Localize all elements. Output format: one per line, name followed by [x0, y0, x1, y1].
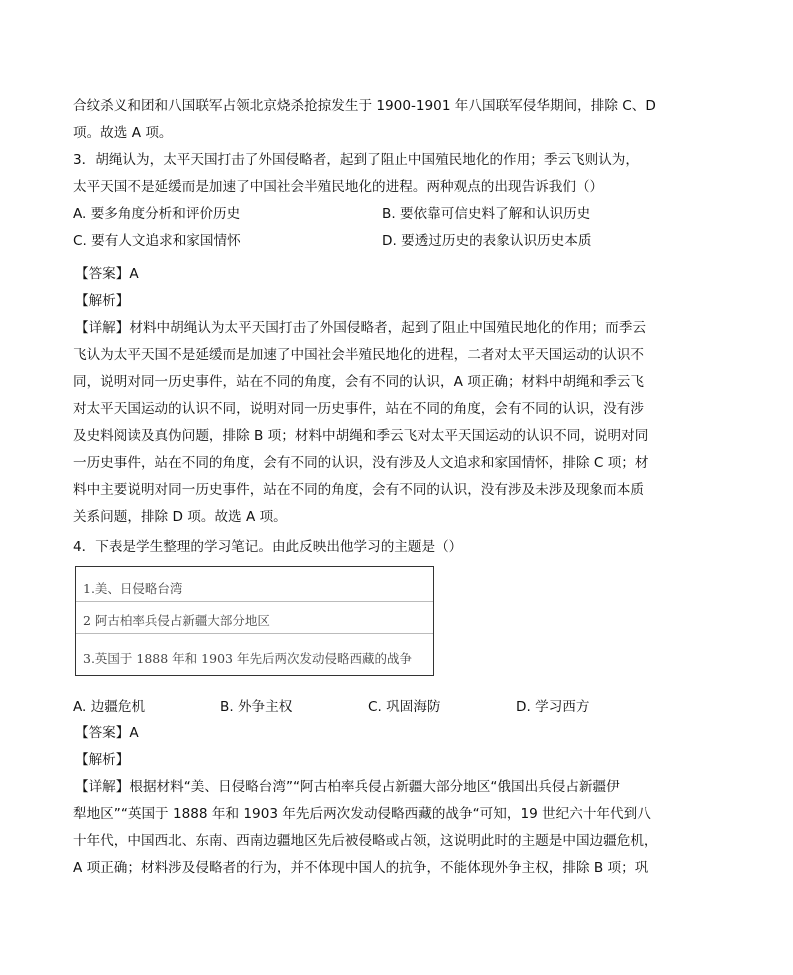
q3-detail-line: 飞认为太平天国不是延缓而是加速了中国社会半殖民地化的进程，二者对太平天国运动的认识不 — [73, 347, 644, 363]
q4-option-a: A. 边疆危机 — [73, 699, 146, 715]
question-4-stem: 4．下表是学生整理的学习笔记。由此反映出他学习的主题是（） — [73, 539, 463, 555]
q4-option-c: C. 巩固海防 — [368, 699, 441, 715]
q3-option-a: A. 要多角度分析和评价历史 — [73, 206, 241, 222]
table-row: 3.英国于 1888 年和 1903 年先后两次发动侵略西藏的战争 — [83, 651, 412, 666]
q4-answer: 【答案】A — [75, 725, 139, 741]
table-row: 2 阿古柏率兵侵占新疆大部分地区 — [83, 613, 270, 628]
q3-analysis-label: 【解析】 — [75, 293, 130, 309]
q4-option-b: B. 外争主权 — [220, 699, 293, 715]
q3-detail-line: 一历史事件，站在不同的角度，会有不同的认识，没有涉及人文追求和家国情怀，排除 C 项；材 — [73, 455, 649, 471]
q3-answer: 【答案】A — [75, 266, 139, 282]
table-divider — [76, 633, 433, 634]
q3-detail-line: 【详解】材料中胡绳认为太平天国打击了外国侵略者，起到了阻止中国殖民地化的作用；而季云 — [75, 320, 646, 336]
question-3-stem-cont: 太平天国不是延缓而是加速了中国社会半殖民地化的进程。两种观点的出现告诉我们（） — [73, 179, 604, 195]
q4-analysis-label: 【解析】 — [75, 752, 130, 768]
text-line: 项。故选 A 项。 — [73, 125, 173, 141]
q3-option-d: D. 要透过历史的表象认识历史本质 — [382, 233, 592, 249]
study-notes-table — [75, 566, 434, 676]
q3-detail-line: 关系问题，排除 D 项。故选 A 项。 — [73, 509, 287, 525]
q3-detail-line: 对太平天国运动的认识不同，说明对同一历史事件，站在不同的角度，会有不同的认识，没有涉 — [73, 401, 644, 417]
table-divider — [76, 601, 433, 602]
q4-detail-line: 【详解】根据材料“美、日侵略台湾”“阿古柏率兵侵占新疆大部分地区“俄国出兵侵占新疆伊 — [75, 779, 620, 795]
q3-detail-line: 料中主要说明对同一历史事件，站在不同的角度，会有不同的认识，没有涉及未涉及现象而本质 — [73, 482, 644, 498]
q4-detail-line: A 项正确；材料涉及侵略者的行为，并不体现中国人的抗争，不能体现外争主权，排除 B 项；巩 — [73, 860, 649, 876]
table-row: 1.美、日侵略台湾 — [83, 581, 183, 596]
q3-detail-line: 同，说明对同一历史事件，站在不同的角度，会有不同的认识，A 项正确；材料中胡绳和季云飞 — [73, 374, 644, 390]
q4-detail-line: 犁地区”“英国于 1888 年和 1903 年先后两次发动侵略西藏的战争“可知，19 世纪六十年代到八 — [73, 806, 651, 822]
q3-option-c: C. 要有人文追求和家国情怀 — [73, 233, 241, 249]
q3-detail-line: 及史料阅读及真伪问题，排除 B 项；材料中胡绳和季云飞对太平天国运动的认识不同，说明对同 — [73, 428, 649, 444]
question-3-stem: 3．胡绳认为，太平天国打击了外国侵略者，起到了阻止中国殖民地化的作用；季云飞则认为， — [73, 152, 639, 168]
q4-option-d: D. 学习西方 — [516, 699, 590, 715]
q3-option-b: B. 要依靠可信史料了解和认识历史 — [382, 206, 591, 222]
q4-detail-line: 十年代，中国西北、东南、西南边疆地区先后被侵略或占领，这说明此时的主题是中国边疆危机， — [73, 833, 658, 849]
text-line: 合纹杀义和团和八国联军占领北京烧杀抢掠发生于 1900-1901 年八国联军侵华期间，排除 C、D — [73, 98, 656, 114]
